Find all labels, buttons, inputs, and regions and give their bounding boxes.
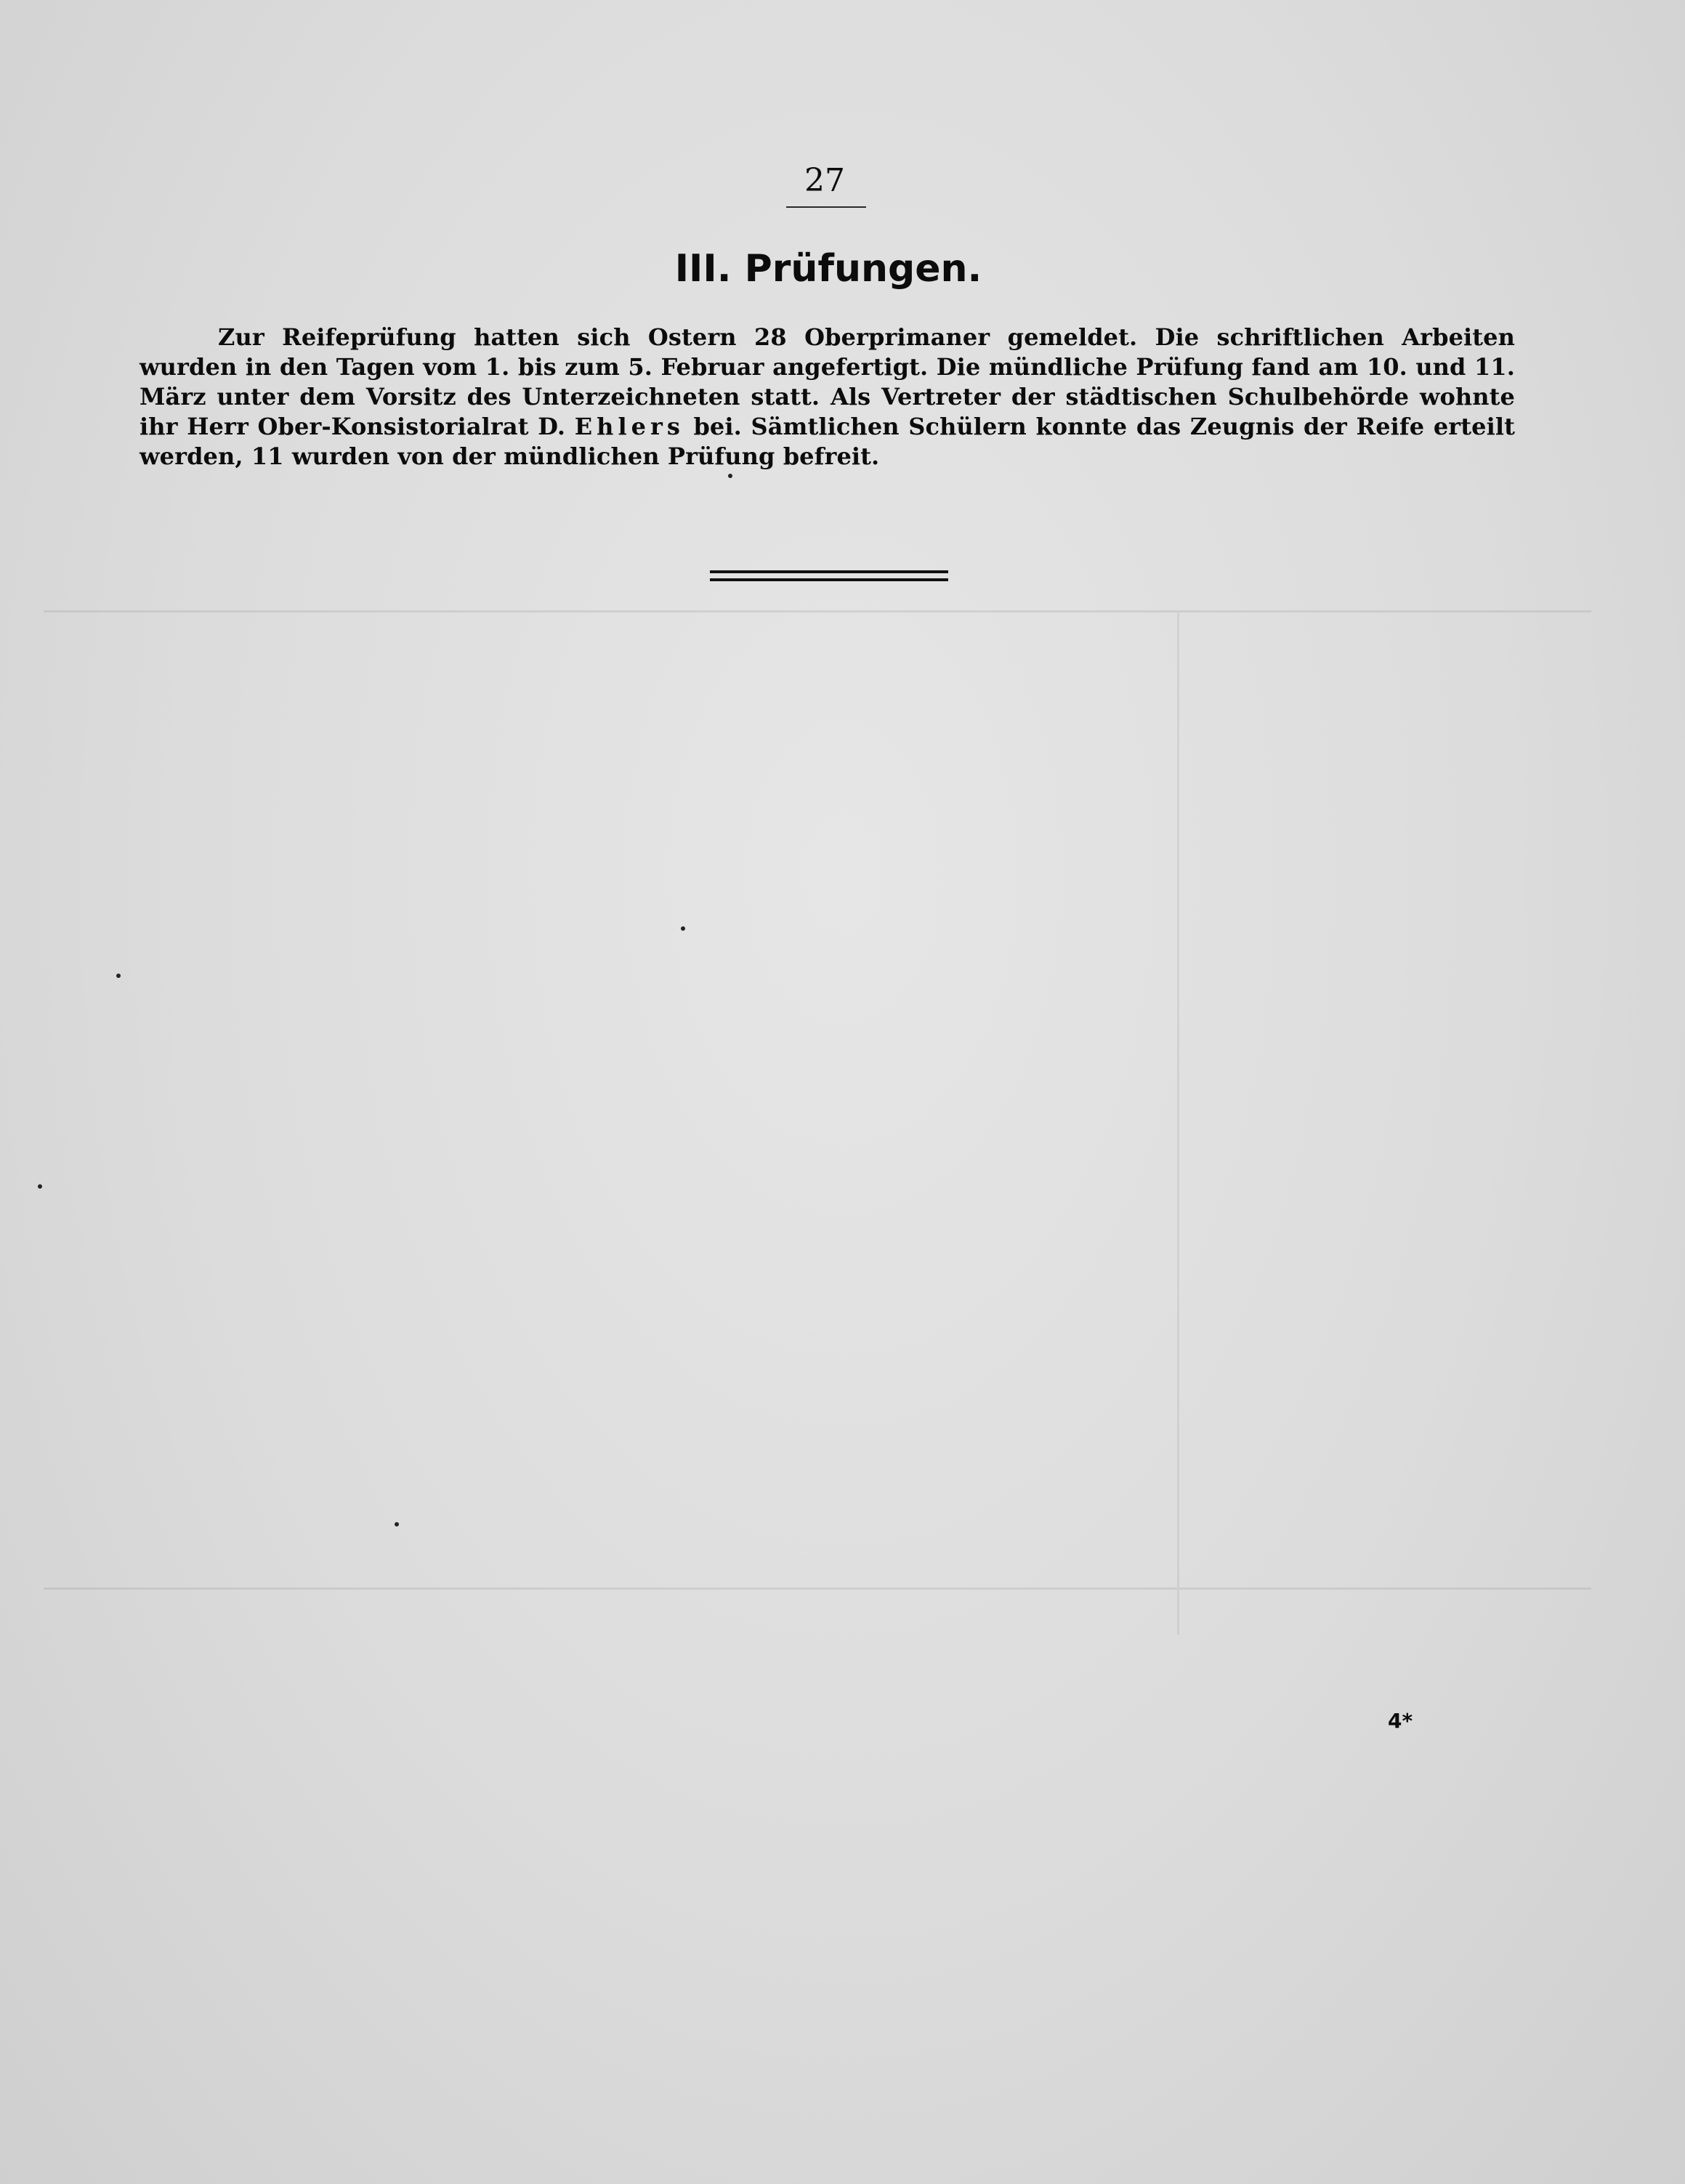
section-end-divider (710, 570, 948, 582)
body-text-end: bei. Sämtlichen Schülern konnte das Zeugnis der Reife erteilt werden, 11 wurden von der mündlichen Prüfung befreit. (140, 413, 1516, 470)
signature-mark: 4* (1388, 1709, 1413, 1733)
bleed-through-background (44, 509, 1591, 1780)
paper-speck (395, 1522, 399, 1526)
person-name: Ehlers (574, 413, 684, 440)
paper-speck (38, 1184, 42, 1189)
body-paragraph (140, 323, 1515, 472)
paper-speck (116, 974, 121, 978)
page-number: 27 (804, 162, 845, 199)
paper-speck (681, 926, 685, 931)
page-number-underline (786, 206, 866, 208)
body-text-start: Zur Reifeprüfung hatten sich Ostern 28 Oberprimaner gemeldet. Die schriftlichen Arbeiten wurden in den Tagen vom 1. bis zum 5. Februar angefertigt. Die mündliche Prüfung fand am 10. und 11. März unter dem Vorsitz des Unterzeichneten statt. Als Vertreter der städtischen Schulbehörde wohnte ihr Herr Ober-Konsistorialrat D. (140, 323, 1515, 440)
section-heading: III. Prüfungen. (674, 247, 982, 291)
paper-speck (728, 474, 732, 478)
